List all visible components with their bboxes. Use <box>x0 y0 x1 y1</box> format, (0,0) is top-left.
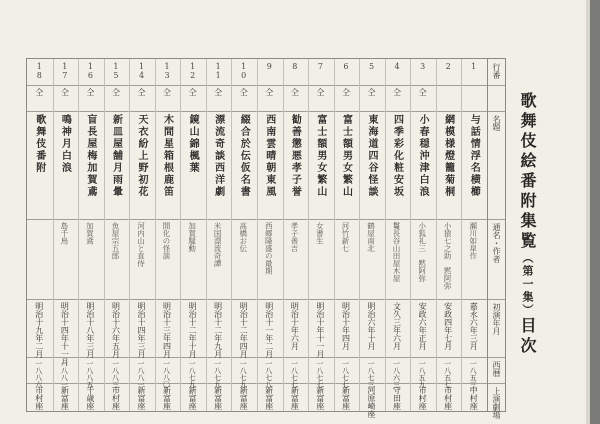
header-year: 西暦 <box>492 361 501 377</box>
entry-11-date: 明治十二年九月 <box>213 302 223 358</box>
entry-7-month: 仝 <box>315 88 325 96</box>
header-no: 行番 <box>492 63 501 79</box>
entry-12-date: 明治十二年十月 <box>188 302 198 358</box>
entry-17-year: 一八八一 <box>60 360 69 388</box>
entry-6-play: 富士額男女繁山 <box>340 114 352 198</box>
entry-10-theater: 新富座 <box>239 386 249 410</box>
entry-16-year: 一八八五 <box>85 360 94 388</box>
column-divider <box>283 59 284 411</box>
entry-6-date: 明治十年四月 <box>341 302 351 350</box>
header-divider <box>487 59 488 411</box>
entry-13-theater: 新富座 <box>162 386 172 410</box>
entry-15-author: 魚屋宗五郎 <box>110 222 120 260</box>
entry-18-play: 歌舞伎番附 <box>33 114 45 174</box>
entry-3-play: 小春穏沖津白浪 <box>417 114 429 198</box>
entry-16-play: 盲長屋梅加賀鳶 <box>84 114 96 198</box>
entry-18-year: 一八八六 <box>34 360 43 388</box>
column-divider <box>334 59 335 411</box>
entry-11-year: 一八七九 <box>213 360 222 388</box>
entry-8-author: 孝子善吉 <box>289 222 299 252</box>
entry-17-date: 明治十四年十一月 <box>60 302 70 366</box>
entry-13-date: 明治十三年四月 <box>162 302 172 358</box>
paper-edge <box>586 0 590 424</box>
entry-3-year: 一八五九 <box>418 360 427 388</box>
entry-2-no: 2 <box>443 62 453 71</box>
entry-5-year: 一八七三 <box>367 360 375 388</box>
entry-1-author: 瀬川如皐作 <box>468 222 478 260</box>
entry-14-year: 一八八一 <box>137 360 145 388</box>
entry-17-no: 17 <box>60 62 70 80</box>
entry-4-play: 四季彩化粧安坂 <box>391 114 403 198</box>
entry-9-year: 一八七八 <box>264 360 273 388</box>
entry-3-no: 3 <box>418 62 428 71</box>
entry-11-no: 11 <box>213 62 223 80</box>
column-divider <box>155 59 156 411</box>
entry-16-author: 加賀鳶 <box>85 222 95 245</box>
entry-14-theater: 新富座 <box>137 386 146 410</box>
entry-8-no: 8 <box>290 62 300 71</box>
column-divider <box>385 59 386 411</box>
entry-6-no: 6 <box>341 62 351 71</box>
title-suffix: 目次 <box>518 317 537 357</box>
entry-3-theater: 市村座 <box>418 386 428 410</box>
row-divider <box>27 219 505 220</box>
entry-9-theater: 新富座 <box>264 386 274 410</box>
contents-table <box>26 58 506 419</box>
entry-6-author: 河竹新七 <box>340 222 350 252</box>
column-divider <box>206 59 207 411</box>
entry-8-play: 勧善懲悪孝子誉 <box>289 114 301 198</box>
entry-17-theater: 新富座 <box>60 386 70 410</box>
header-name: 名題 <box>492 115 501 131</box>
entry-7-date: 明治十年十一月 <box>315 302 325 358</box>
entry-18-month: 仝 <box>34 88 44 96</box>
column-divider <box>129 59 130 411</box>
entry-5-date: 明治六年十月 <box>367 302 376 350</box>
entry-15-year: 一八八三 <box>111 360 120 388</box>
entry-5-author: 鶴屋南北 <box>366 222 376 252</box>
column-divider <box>78 59 79 411</box>
entry-11-author: 米国漂流奇譚 <box>213 222 223 267</box>
entry-8-year: 一八七七 <box>290 360 299 388</box>
entry-12-no: 12 <box>188 62 198 80</box>
entry-7-author: 女書生 <box>315 222 325 245</box>
entry-10-date: 明治十二年四月 <box>239 302 249 358</box>
header-date: 初演年月 <box>492 303 501 335</box>
entry-2-date: 安政四年七月 <box>443 302 453 350</box>
entry-3-author: 小狐礼三 黙阿弥 <box>417 222 427 282</box>
entry-10-play: 綴合於伝仮名書 <box>238 114 250 198</box>
entry-14-no: 14 <box>137 62 146 80</box>
entry-5-no: 5 <box>367 62 376 71</box>
document-title <box>516 92 539 357</box>
entry-8-month: 仝 <box>290 88 300 96</box>
entry-4-theater: 守田座 <box>392 386 402 410</box>
entry-4-author: 鬘長谷山田屋木屋 <box>392 222 402 282</box>
column-divider <box>410 59 411 411</box>
header-author: 通名・作者 <box>492 223 501 263</box>
entry-15-play: 新皿屋舗月雨暈 <box>110 114 122 198</box>
entry-1-year: 一八五三 <box>469 360 478 388</box>
entry-7-year: 一八七七 <box>315 360 324 388</box>
entry-13-play: 木間星箱根鹿笛 <box>161 114 173 198</box>
entry-2-author: 小猿七之助 黙阿弥 <box>443 222 453 290</box>
entry-15-month: 仝 <box>111 88 121 96</box>
entry-13-author: 開化の怪談 <box>162 222 172 260</box>
entry-16-no: 16 <box>85 62 95 80</box>
entry-16-theater: 千歳座 <box>85 386 95 410</box>
entry-2-theater: 市村座 <box>443 386 453 410</box>
entry-3-date: 安政六年正月 <box>418 302 428 350</box>
entry-10-month: 仝 <box>239 88 249 96</box>
entry-13-month: 仝 <box>162 88 172 96</box>
entry-11-month: 仝 <box>213 88 223 96</box>
row-divider <box>27 111 505 112</box>
entry-11-play: 漂流奇談西洋劇 <box>212 114 224 198</box>
entry-10-no: 10 <box>239 62 249 80</box>
entry-15-date: 明治十六年五月 <box>111 302 121 358</box>
title-main: 歌舞伎絵番附集覧 <box>518 92 537 252</box>
entry-16-month: 仝 <box>85 88 95 96</box>
column-divider <box>359 59 360 411</box>
column-divider <box>53 59 54 411</box>
entry-18-date: 明治十九年二月 <box>34 302 44 358</box>
entry-9-no: 9 <box>264 62 274 71</box>
entry-14-date: 明治十四年三月 <box>137 302 146 358</box>
entry-17-play: 鳴神月白浪 <box>59 114 71 174</box>
entry-5-play: 東海道四谷怪談 <box>366 114 377 198</box>
entry-8-date: 明治十年六月 <box>290 302 300 350</box>
entry-15-theater: 市村座 <box>111 386 121 410</box>
entry-1-no: 1 <box>469 62 479 71</box>
entry-1-date: 嘉永六年三月 <box>469 302 479 350</box>
entry-1-play: 与話情浮名横櫛 <box>468 114 480 198</box>
column-divider <box>257 59 258 411</box>
entry-14-month: 仝 <box>137 88 146 96</box>
entry-6-theater: 新富座 <box>341 386 351 410</box>
entry-10-author: 高橋お伝 <box>238 222 248 252</box>
entry-5-theater: 河原崎座 <box>367 386 376 418</box>
column-divider <box>461 59 462 411</box>
header-theater: 上演劇場 <box>492 387 501 419</box>
title-volume: （第一集） <box>521 252 534 317</box>
column-divider <box>104 59 105 411</box>
column-divider <box>231 59 232 411</box>
entry-9-date: 明治十一年二月 <box>264 302 274 358</box>
entry-18-theater: 市村座 <box>34 386 44 410</box>
entry-18-no: 18 <box>34 62 44 80</box>
entry-10-year: 一八七九 <box>239 360 248 388</box>
entry-7-no: 7 <box>315 62 325 71</box>
entry-13-no: 13 <box>162 62 172 80</box>
entry-14-author: 河内山と直侍 <box>136 222 146 267</box>
entry-1-theater: 中村座 <box>469 386 479 410</box>
row-divider <box>27 85 505 86</box>
column-divider <box>308 59 309 411</box>
entry-3-month: 仝 <box>418 88 428 96</box>
entry-15-no: 15 <box>111 62 121 80</box>
entry-12-month: 仝 <box>188 88 198 96</box>
entry-9-month: 仝 <box>264 88 274 96</box>
column-divider <box>436 59 437 411</box>
entry-9-play: 西南雲晴朝東風 <box>263 114 275 198</box>
entry-17-month: 仝 <box>60 88 70 96</box>
entry-2-year: 一八五七 <box>443 360 452 388</box>
entry-7-play: 富士額男女繁山 <box>314 114 326 198</box>
entry-4-date: 文久三年六月 <box>392 302 402 350</box>
entry-11-theater: 新富座 <box>213 386 223 410</box>
entry-4-month: 仝 <box>392 88 402 96</box>
entry-12-play: 鏡山錦楓葉 <box>187 114 199 174</box>
entry-6-month: 仝 <box>341 88 351 96</box>
entry-13-year: 一八八〇 <box>162 360 171 388</box>
entry-7-theater: 新富座 <box>315 386 325 410</box>
entry-12-author: 加賀騒動 <box>187 222 197 252</box>
entry-14-play: 天衣紛上野初花 <box>136 114 147 198</box>
entry-17-author: 島千鳥 <box>59 222 69 245</box>
entry-5-month: 仝 <box>367 88 376 96</box>
entry-8-theater: 新富座 <box>290 386 300 410</box>
column-divider <box>180 59 181 411</box>
entry-12-theater: 新富座 <box>188 386 198 410</box>
entry-16-date: 明治十八年三月 <box>85 302 95 358</box>
entry-12-year: 一八七九 <box>188 360 197 388</box>
entry-4-no: 4 <box>392 62 402 71</box>
entry-2-play: 網模様燈籠菊桐 <box>442 114 454 198</box>
entry-6-year: 一八七七 <box>341 360 350 388</box>
entry-9-author: 西郷隆盛の最期 <box>264 222 274 275</box>
entry-4-year: 一八六三 <box>392 360 401 388</box>
row-divider <box>27 299 505 300</box>
